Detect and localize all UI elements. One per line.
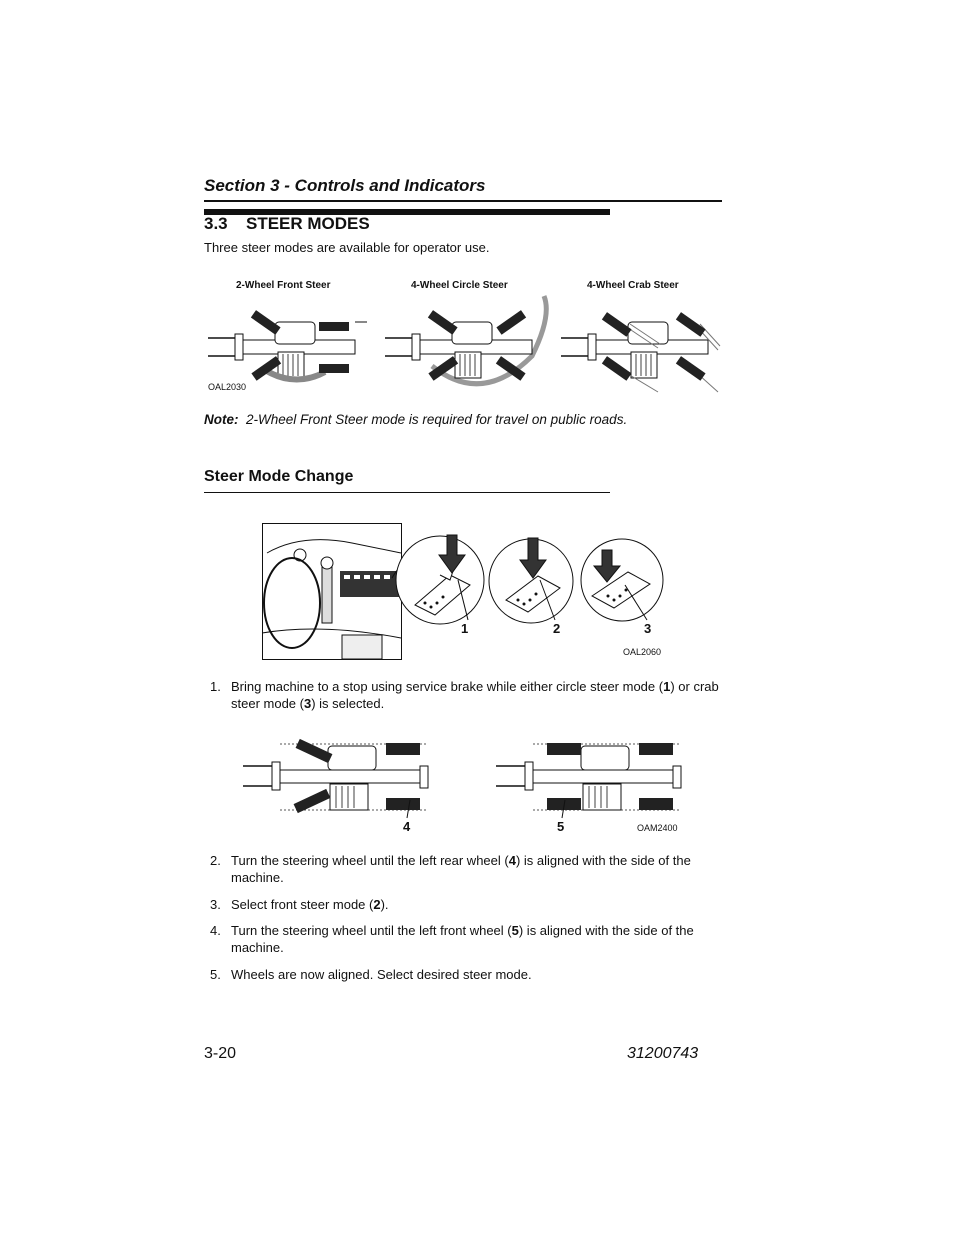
step-number: 4.	[210, 923, 221, 938]
step-text: Select front steer mode (2).	[231, 897, 389, 912]
figure-label-circle-steer: 4-Wheel Circle Steer	[411, 280, 508, 291]
callout-5: 5	[557, 819, 565, 834]
subheading: Steer Mode Change	[204, 468, 354, 485]
page-number: 3-20	[204, 1045, 237, 1062]
section-title: Section 3 - Controls and Indicators	[204, 176, 486, 195]
intro-text: Three steer modes are available for operator use.	[204, 240, 490, 255]
figure-code: OAL2030	[208, 382, 247, 392]
step-number: 3.	[210, 897, 221, 912]
heading-title: STEER MODES	[246, 214, 370, 233]
front-steer-machine-illustration	[205, 300, 375, 390]
note-text: 2-Wheel Front Steer mode is required for travel on public roads.	[246, 412, 628, 427]
step-number: 5.	[210, 967, 221, 982]
step-text: Turn the steering wheel until the left rear wheel (4) is aligned with the side of the machine.	[231, 853, 691, 885]
switch-figure-code: OAL2060	[623, 647, 662, 657]
callout-3: 3	[644, 621, 652, 636]
crab-steer-machine-illustration	[558, 300, 728, 394]
figure-label-crab-steer: 4-Wheel Crab Steer	[587, 280, 679, 291]
cab-interior-illustration	[262, 523, 402, 660]
callout-4: 4	[403, 819, 411, 834]
section-heading	[204, 214, 370, 234]
note	[204, 412, 627, 427]
heading-number: 3.3	[204, 214, 228, 233]
step-number: 2.	[210, 853, 221, 868]
circle-steer-machine-illustration	[382, 296, 557, 390]
subheading-rule	[204, 492, 610, 493]
alignment-callout-lines	[400, 800, 570, 822]
step-text: Bring machine to a stop using service brake while either circle steer mode (1) or crab steer mode (3) is selected.	[231, 679, 719, 711]
callout-2: 2	[553, 621, 561, 636]
callout-1: 1	[461, 621, 469, 636]
figure-label-front-steer: 2-Wheel Front Steer	[236, 280, 331, 291]
note-label: Note:	[204, 412, 239, 427]
step-number: 1.	[210, 679, 221, 694]
document-number: 31200743	[627, 1045, 699, 1062]
step-text: Turn the steering wheel until the left front wheel (5) is aligned with the side of the machine.	[231, 923, 694, 955]
step-text: Wheels are now aligned. Select desired steer mode.	[231, 967, 532, 982]
header-rule	[204, 200, 722, 202]
alignment-figure-code: OAM2400	[637, 823, 678, 833]
